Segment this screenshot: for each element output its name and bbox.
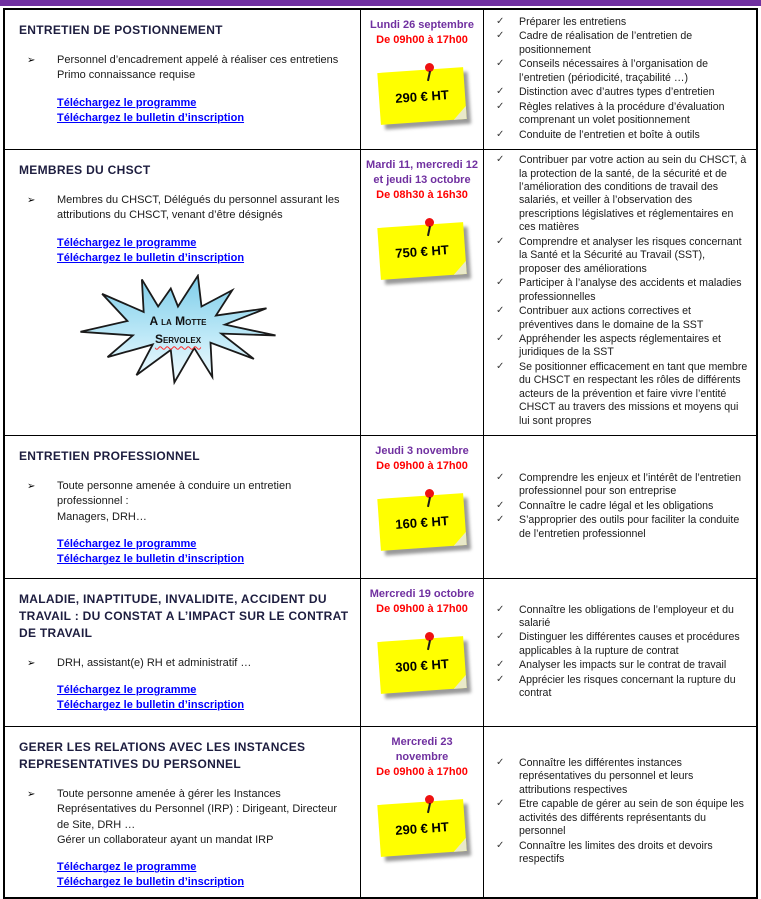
item-text: Membres du CHSCT, Délégués du personnel assurant les attributions du CHSCT, venant d’être désignés (57, 193, 340, 222)
item-text: Connaître les limites des droits et devoirs respectifs (519, 839, 713, 866)
check-icon: ✓ (496, 58, 505, 70)
item-text: Participer à l’analyse des accidents et maladies professionnelles (519, 277, 742, 303)
course-price: 300 € HT (394, 655, 450, 675)
audience-line (27, 787, 350, 833)
download-links (57, 684, 350, 711)
course-time: De 09h00 à 17h00 (376, 602, 468, 615)
check-icon: ✓ (496, 499, 505, 511)
audience-line (57, 510, 350, 525)
course-date: Mercredi 19 octobre (369, 588, 475, 601)
course-row-relations-irp (5, 727, 756, 897)
objectives-cell (484, 150, 756, 435)
course-title: GERER LES RELATIONS AVEC LES INSTANCES REPRESENTATIVES DU PERSONNEL (19, 740, 306, 771)
objective-item (492, 154, 748, 235)
audience-line (27, 479, 350, 510)
objective-item (492, 236, 748, 276)
item-text: Apprécier les risques concernant la rupture du contrat (519, 673, 736, 700)
download-program-link[interactable]: Téléchargez le programme (57, 683, 197, 696)
check-icon: ✓ (496, 305, 505, 317)
objective-item (492, 500, 748, 513)
schedule-cell (361, 150, 484, 435)
course-title: ENTRETIEN PROFESSIONNEL (19, 449, 200, 464)
price-note (364, 632, 480, 691)
check-icon: ✓ (496, 514, 505, 526)
item-text: Règles relatives à la procédure d’évaluation comprenant un volet positionnement (519, 100, 725, 127)
course-audience (19, 53, 350, 84)
course-info-cell (5, 436, 361, 578)
item-text: Contribuer par votre action au sein du CHSCT, à la protection de la santé, de la sécurité et de l’amélioration des conditions de travail des salariés, et veiller à l’observation des prescriptions législatives et réglementaires en ces matières (519, 154, 747, 234)
objective-item (492, 472, 748, 499)
item-text: Connaître le cadre légal et les obligations (519, 499, 714, 512)
objective-item (492, 604, 748, 631)
item-text: Gérer un collaborateur ayant un mandat IRP (57, 833, 274, 846)
pushpin-icon (425, 63, 434, 72)
pushpin-icon (425, 218, 434, 227)
course-info-cell (5, 10, 361, 149)
arrow-bullet-icon: ➢ (27, 788, 36, 800)
course-title: MALADIE, INAPTITUDE, INVALIDITE, ACCIDENT DU TRAVAIL : DU CONSTAT A L’IMPACT SUR LE CONTRAT DE TRAVAIL (19, 592, 349, 640)
course-row-entretien-positionnement (5, 10, 756, 150)
pushpin-icon (425, 489, 434, 498)
objectives-cell (484, 436, 756, 578)
check-icon: ✓ (496, 30, 505, 42)
check-icon: ✓ (496, 472, 505, 483)
course-date: Jeudi 3 novembre (375, 445, 469, 458)
check-icon: ✓ (496, 659, 505, 671)
download-registration-link[interactable]: Téléchargez le bulletin d’inscription (57, 698, 245, 711)
course-time: De 09h00 à 17h00 (376, 765, 468, 778)
download-links (57, 538, 350, 565)
course-row-entretien-professionnel (5, 436, 756, 579)
audience-line (57, 833, 350, 848)
check-icon: ✓ (496, 673, 505, 685)
item-text: Distinction avec d’autres types d’entretien (519, 86, 715, 99)
course-title: MEMBRES DU CHSCT (19, 163, 151, 178)
objective-item (492, 101, 748, 128)
course-audience (19, 479, 350, 525)
course-time: De 09h00 à 17h00 (376, 33, 468, 46)
objective-item (492, 674, 748, 701)
objectives-cell (484, 727, 756, 897)
download-links (57, 861, 350, 888)
item-text: Comprendre et analyser les risques concernant la Santé et la Sécurité au Travail (SST), proposer des améliorations (519, 235, 742, 275)
item-text: Appréhender les aspects réglementaires et juridiques de la SST (519, 332, 721, 359)
item-text: Connaître les obligations de l’employeur et du salarié (519, 603, 734, 629)
item-text: Conseils nécessaires à l’organisation de l’entretien (périodicité, traçabilité …) (519, 58, 709, 84)
objective-item (492, 514, 748, 541)
objective-item (492, 631, 748, 658)
check-icon: ✓ (496, 756, 505, 768)
location-line2: Servolex (154, 331, 202, 346)
objective-item (492, 840, 748, 867)
arrow-bullet-icon: ➢ (27, 657, 36, 669)
item-text: Primo connaissance requise (57, 69, 196, 82)
objective-item (492, 16, 748, 29)
check-icon: ✓ (496, 128, 505, 140)
check-icon: ✓ (496, 16, 505, 27)
check-icon: ✓ (496, 100, 505, 112)
price-note (364, 63, 480, 122)
download-program-link[interactable]: Téléchargez le programme (57, 538, 197, 551)
course-date: Mardi 11, mercredi 12 et jeudi 13 octobre (366, 159, 478, 186)
check-icon: ✓ (496, 798, 505, 810)
arrow-bullet-icon: ➢ (27, 480, 36, 492)
arrow-bullet-icon: ➢ (27, 54, 36, 66)
course-info-cell (5, 150, 361, 435)
download-registration-link[interactable]: Téléchargez le bulletin d’inscription (57, 251, 245, 264)
arrow-bullet-icon: ➢ (27, 194, 36, 206)
objectives-cell (484, 10, 756, 149)
course-price: 160 € HT (394, 512, 450, 532)
objectives-list (492, 604, 748, 702)
check-icon: ✓ (496, 277, 505, 289)
schedule-cell (361, 436, 484, 578)
check-icon: ✓ (496, 360, 505, 372)
objective-item (492, 30, 748, 57)
price-note (364, 489, 480, 548)
training-courses-table (3, 8, 758, 899)
item-text: Préparer les entretiens (519, 16, 627, 28)
schedule-cell (361, 10, 484, 149)
download-program-link[interactable]: Téléchargez le programme (57, 96, 197, 109)
price-note (364, 795, 480, 854)
item-text: Distinguer les différentes causes et procédures applicables à la rupture de contrat (519, 631, 740, 657)
price-note (364, 218, 480, 277)
objective-item (492, 58, 748, 85)
pushpin-icon (425, 632, 434, 641)
sticky-note (377, 636, 466, 694)
item-text: Analyser les impacts sur le contrat de travail (519, 659, 727, 672)
course-date: Mercredi 23 novembre (391, 736, 453, 763)
item-text: S’approprier des outils pour faciliter la conduite de l’entretien professionnel (519, 514, 740, 540)
objectives-list (492, 472, 748, 542)
objective-item (492, 333, 748, 360)
check-icon: ✓ (496, 332, 505, 344)
course-date: Lundi 26 septembre (370, 19, 474, 31)
objectives-list (492, 154, 748, 429)
objective-item (492, 86, 748, 99)
sticky-note (377, 67, 466, 125)
check-icon: ✓ (496, 154, 505, 166)
course-price: 290 € HT (394, 818, 450, 838)
course-audience (19, 193, 350, 224)
course-time: De 09h00 à 17h00 (376, 459, 468, 472)
objective-item (492, 277, 748, 304)
audience-line (27, 193, 350, 224)
check-icon: ✓ (496, 839, 505, 851)
objective-item (492, 757, 748, 797)
download-registration-link[interactable]: Téléchargez le bulletin d’inscription (57, 111, 245, 124)
download-program-link[interactable]: Téléchargez le programme (57, 861, 197, 874)
course-info-cell (5, 579, 361, 726)
schedule-cell (361, 579, 484, 726)
objective-item (492, 129, 748, 142)
sticky-note (377, 493, 466, 551)
course-title: ENTRETIEN DE POSTIONNEMENT (19, 23, 223, 37)
course-price: 290 € HT (394, 86, 450, 106)
sticky-note (377, 799, 466, 857)
check-icon: ✓ (496, 631, 505, 643)
objectives-list (492, 757, 748, 868)
course-audience (19, 656, 350, 671)
audience-line (27, 53, 350, 68)
item-text: Connaître les différentes instances représentatives du personnel et leurs attributions respectives (519, 756, 694, 796)
audience-line (27, 656, 350, 671)
course-info-cell (5, 727, 361, 897)
objective-item (492, 659, 748, 672)
location-line1: A la Motte (149, 313, 207, 328)
location-label (59, 274, 297, 386)
objectives-cell (484, 579, 756, 726)
item-text: Etre capable de gérer au sein de son équipe les activités des différents représentants du personnel (519, 798, 744, 838)
objective-item (492, 361, 748, 428)
check-icon: ✓ (496, 235, 505, 247)
location-starburst (59, 274, 297, 386)
item-text: Managers, DRH… (57, 510, 147, 523)
item-text: Toute personne amenée à conduire un entretien professionnel : (57, 479, 292, 508)
check-icon: ✓ (496, 86, 505, 98)
download-registration-link[interactable]: Téléchargez le bulletin d’inscription (57, 876, 245, 889)
item-text: Cadre de réalisation de l’entretien de positionnement (519, 30, 693, 56)
schedule-cell (361, 727, 484, 897)
item-text: Toute personne amenée à gérer les Instances Représentatives du Personnel (IRP) : Dirigeant, Directeur de Site, DRH … (57, 787, 338, 831)
pushpin-icon (425, 795, 434, 804)
course-price: 750 € HT (394, 241, 450, 260)
objectives-list (492, 16, 748, 143)
item-text: DRH, assistant(e) RH et administratif … (57, 656, 252, 669)
objective-item (492, 305, 748, 332)
purple-top-bar (0, 0, 761, 6)
course-time: De 08h30 à 16h30 (376, 188, 468, 201)
download-links (57, 97, 350, 124)
course-audience (19, 787, 350, 849)
objective-item (492, 798, 748, 838)
item-text: Se positionner efficacement en tant que membre du CHSCT en respectant les rôles de différents acteurs de la prévention et faire vivre l’entité CHSCT au travers des missions et moyens qui lui sont propres (519, 360, 748, 427)
item-text: Conduite de l’entretien et boîte à outils (519, 128, 700, 141)
item-text: Contribuer aux actions correctives et préventives dans le domaine de la SST (519, 305, 704, 331)
download-program-link[interactable]: Téléchargez le programme (57, 236, 197, 249)
item-text: Comprendre les enjeux et l’intérêt de l’entretien professionnel pour son entreprise (519, 472, 742, 498)
sticky-note (377, 222, 466, 280)
download-links (57, 237, 350, 264)
course-row-maladie-inaptitude (5, 579, 756, 727)
download-registration-link[interactable]: Téléchargez le bulletin d’inscription (57, 553, 245, 566)
course-row-membres-chsct (5, 150, 756, 436)
item-text: Personnel d’encadrement appelé à réaliser ces entretiens (57, 53, 339, 66)
audience-line (57, 68, 350, 83)
check-icon: ✓ (496, 603, 505, 615)
